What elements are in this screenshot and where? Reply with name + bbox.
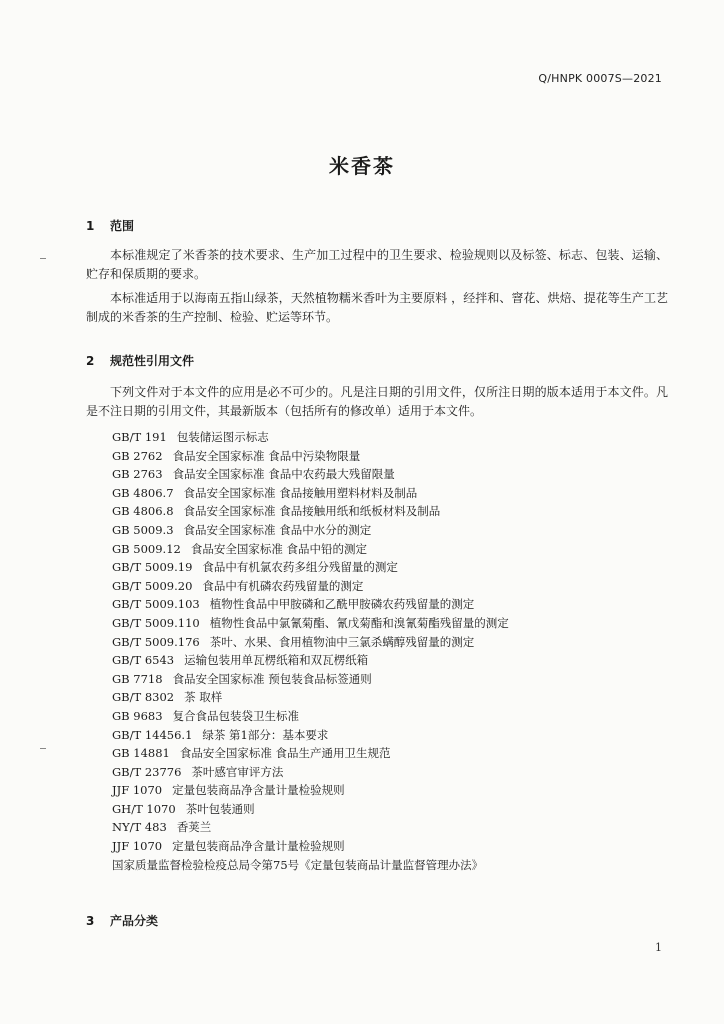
- reference-title: 植物性食品中氯氰菊酯、氰戊菊酯和溴氰菊酯残留量的测定: [209, 615, 509, 630]
- reference-title: 定量包装商品净含量计量检验规则: [172, 783, 345, 798]
- reference-item: [112, 707, 672, 726]
- reference-code: GB/T 14456.1: [112, 727, 193, 742]
- reference-code: GB/T 191: [112, 430, 167, 444]
- reference-item: [112, 428, 672, 447]
- reference-code: GB 9683: [112, 708, 163, 723]
- scan-edge-mark: [40, 748, 46, 749]
- section-3-heading: [86, 912, 158, 929]
- reference-title: 定量包装商品净含量计量检验规则: [172, 839, 345, 854]
- normative-intro-paragraph: 下列文件对于本文件的应用是必不可少的。凡是注日期的引用文件，仅所注日期的版本适用于本文件。凡是不注日期的引用文件，其最新版本（包括所有的修改单）适用于本文件。: [86, 385, 668, 418]
- reference-item: [112, 856, 672, 875]
- reference-title: 食品安全国家标准 食品中污染物限量: [172, 448, 361, 463]
- section-number: 1: [86, 219, 95, 233]
- reference-code: JJF 1070: [112, 783, 163, 798]
- reference-code: NY/T 483: [112, 820, 167, 835]
- scope-paragraph-1: 本标准规定了米香茶的技术要求、生产加工过程中的卫生要求、检验规则以及标签、标志、包装、运输、贮存和保质期的要求。: [86, 248, 668, 281]
- reference-title: 食品中有机磷农药残留量的测定: [202, 578, 364, 593]
- reference-item: [112, 595, 672, 614]
- reference-item: [112, 465, 672, 484]
- section-title: 范围: [110, 219, 135, 233]
- reference-item: [112, 651, 672, 670]
- reference-item: [112, 688, 672, 707]
- reference-code: GB 5009.3: [112, 522, 174, 537]
- reference-item: [112, 540, 672, 559]
- reference-title: 食品安全国家标准 食品中水分的测定: [183, 522, 372, 537]
- reference-title: 茶叶、水果、食用植物油中三氯杀螨醇残留量的测定: [209, 634, 475, 649]
- reference-item: [112, 633, 672, 652]
- reference-list: [112, 428, 672, 874]
- reference-code: GB 5009.12: [112, 541, 181, 556]
- reference-code: GB 14881: [112, 746, 170, 761]
- reference-title: 茶叶感官审评方法: [191, 764, 284, 779]
- scan-edge-mark: [40, 258, 46, 259]
- reference-code: GB 2762: [112, 448, 163, 463]
- reference-title: 茶 取样: [184, 690, 223, 705]
- reference-title: 食品安全国家标准 食品生产通用卫生规范: [179, 746, 391, 761]
- reference-code: GB 4806.8: [112, 504, 174, 519]
- reference-title: 绿茶 第1部分：基本要求: [202, 727, 329, 742]
- reference-code: GB/T 6543: [112, 653, 175, 668]
- reference-title: 食品安全国家标准 食品中农药最大残留限量: [172, 467, 395, 482]
- reference-item: [112, 670, 672, 689]
- section-title: 产品分类: [110, 914, 159, 928]
- reference-title: 食品安全国家标准 食品接触用塑料材料及制品: [183, 485, 418, 500]
- reference-code: GB 7718: [112, 671, 163, 686]
- reference-code: GB 4806.7: [112, 485, 174, 500]
- reference-title: 食品安全国家标准 食品中铅的测定: [190, 541, 368, 556]
- section-2-heading: [86, 352, 194, 369]
- reference-title: 复合食品包装袋卫生标准: [172, 708, 300, 723]
- reference-item: [112, 744, 672, 763]
- standard-code: Q/HNPK 0007S—2021: [538, 72, 662, 85]
- reference-code: JJF 1070: [112, 839, 163, 854]
- reference-code: GB/T 5009.176: [112, 634, 200, 649]
- reference-code: GB/T 8302: [112, 690, 175, 705]
- reference-code: GB/T 23776: [112, 764, 182, 779]
- reference-title: 茶叶包装通则: [185, 801, 255, 816]
- reference-title: 食品安全国家标准 食品接触用纸和纸板材料及制品: [183, 504, 441, 519]
- reference-title: 国家质量监督检验检疫总局令第75号《定量包装商品计量监督管理办法》: [112, 857, 484, 872]
- section-1-heading: [86, 217, 134, 234]
- reference-title: 植物性食品中甲胺磷和乙酰甲胺磷农药残留量的测定: [209, 597, 475, 612]
- reference-code: GB/T 5009.110: [112, 615, 200, 630]
- reference-item: [112, 558, 672, 577]
- reference-code: GB 2763: [112, 467, 163, 482]
- reference-code: GB/T 5009.103: [112, 597, 200, 612]
- document-title: 米香茶: [329, 154, 395, 178]
- reference-item: [112, 614, 672, 633]
- reference-title: 食品安全国家标准 预包装食品标签通则: [172, 671, 372, 686]
- reference-item: [112, 521, 672, 540]
- reference-item: [112, 484, 672, 503]
- reference-title: 香荚兰: [176, 820, 212, 835]
- reference-code: GH/T 1070: [112, 801, 176, 816]
- section-title: 规范性引用文件: [110, 354, 195, 368]
- scope-paragraph-2: 本标准适用于以海南五指山绿茶，天然植物糯米香叶为主要原料 ，经拌和、窨花、烘焙、提花等生产工艺制成的米香茶的生产控制、检验、贮运等环节。: [86, 291, 668, 324]
- reference-item: [112, 818, 672, 837]
- reference-item: [112, 763, 672, 782]
- reference-code: GB/T 5009.20: [112, 578, 193, 593]
- page-number: 1: [655, 941, 662, 954]
- reference-item: [112, 502, 672, 521]
- reference-title: 运输包装用单瓦楞纸箱和双瓦楞纸箱: [184, 653, 369, 668]
- reference-item: [112, 726, 672, 745]
- reference-item: [112, 800, 672, 819]
- reference-code: GB/T 5009.19: [112, 560, 193, 575]
- section-number: 3: [86, 914, 95, 928]
- reference-title: 食品中有机氯农药多组分残留量的测定: [202, 560, 398, 575]
- reference-item: [112, 837, 672, 856]
- reference-item: [112, 781, 672, 800]
- section-number: 2: [86, 354, 95, 368]
- reference-title: 包装储运图示标志: [176, 430, 269, 444]
- reference-item: [112, 447, 672, 466]
- reference-item: [112, 577, 672, 596]
